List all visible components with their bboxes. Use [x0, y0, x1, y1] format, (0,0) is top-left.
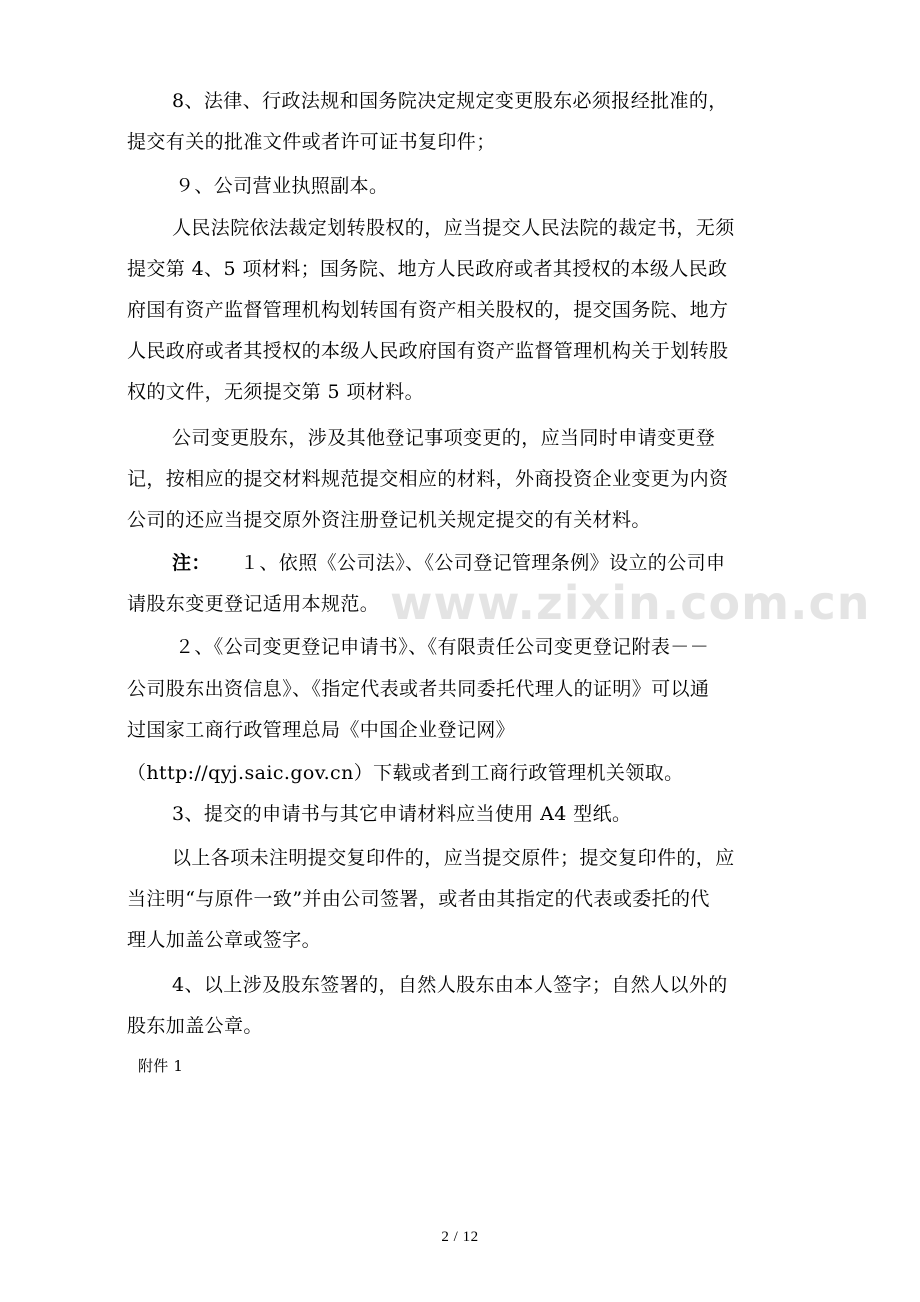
watermark: www.zixin.com.cn [390, 576, 871, 630]
paragraph-line: 人民政府或者其授权的本级人民政府国有资产监督管理机构关于划转股 [127, 340, 729, 362]
paragraph-line: 权的文件，无须提交第 5 项材料。 [127, 381, 424, 403]
paragraph-line: 股东加盖公章。 [127, 1015, 263, 1037]
paragraph-line: 公司变更股东，涉及其他登记事项变更的，应当同时申请变更登 [172, 427, 716, 449]
paragraph-line: 请股东变更登记适用本规范。 [127, 593, 380, 615]
paragraph-line: 提交第 4、5 项材料；国务院、地方人民政府或者其授权的本级人民政 [127, 258, 728, 280]
attachment-label: 附件 1 [138, 1057, 184, 1075]
page-number: 2 / 12 [441, 1229, 479, 1245]
paragraph-line: 人民法院依法裁定划转股权的，应当提交人民法院的裁定书，无须 [172, 217, 735, 239]
paragraph-line: 公司股东出资信息》、《指定代表或者共同委托代理人的证明》可以通 [127, 678, 710, 700]
paragraph-line: 公司的还应当提交原外资注册登记机关规定提交的有关材料。 [127, 509, 651, 531]
paragraph-line: 4、以上涉及股东签署的，自然人股东由本人签字；自然人以外的 [172, 974, 728, 996]
paragraph-line: 记，按相应的提交材料规范提交相应的材料，外商投资企业变更为内资 [127, 468, 729, 490]
paragraph-line: 3、提交的申请书与其它申请材料应当使用 A4 型纸。 [172, 803, 632, 825]
paragraph-line: ２、《公司变更登记申请书》、《有限责任公司变更登记附表－－ [175, 636, 710, 658]
paragraph-line: （http://qyj.saic.gov.cn）下载或者到工商行政管理机关领取。 [127, 762, 684, 784]
paragraph-line: 8、法律、行政法规和国务院决定规定变更股东必须报经批准的， [172, 90, 728, 112]
paragraph-line: 提交有关的批准文件或者许可证书复印件； [127, 131, 496, 153]
paragraph-line: 府国有资产监督管理机构划转国有资产相关股权的，提交国务院、地方 [127, 299, 729, 321]
paragraph-line: １、依照《公司法》、《公司登记管理条例》设立的公司申 [240, 552, 726, 574]
paragraph-line: 理人加盖公章或签字。 [127, 929, 322, 951]
note-label: 注： [172, 552, 211, 574]
paragraph-line: 当注明“与原件一致”并由公司签署，或者由其指定的代表或委托的代 [127, 888, 710, 910]
paragraph-line: 以上各项未注明提交复印件的，应当提交原件；提交复印件的，应 [172, 847, 735, 869]
paragraph-line: 过国家工商行政管理总局《中国企业登记网》 [127, 719, 516, 741]
paragraph-line: ９、公司营业执照副本。 [175, 175, 389, 197]
